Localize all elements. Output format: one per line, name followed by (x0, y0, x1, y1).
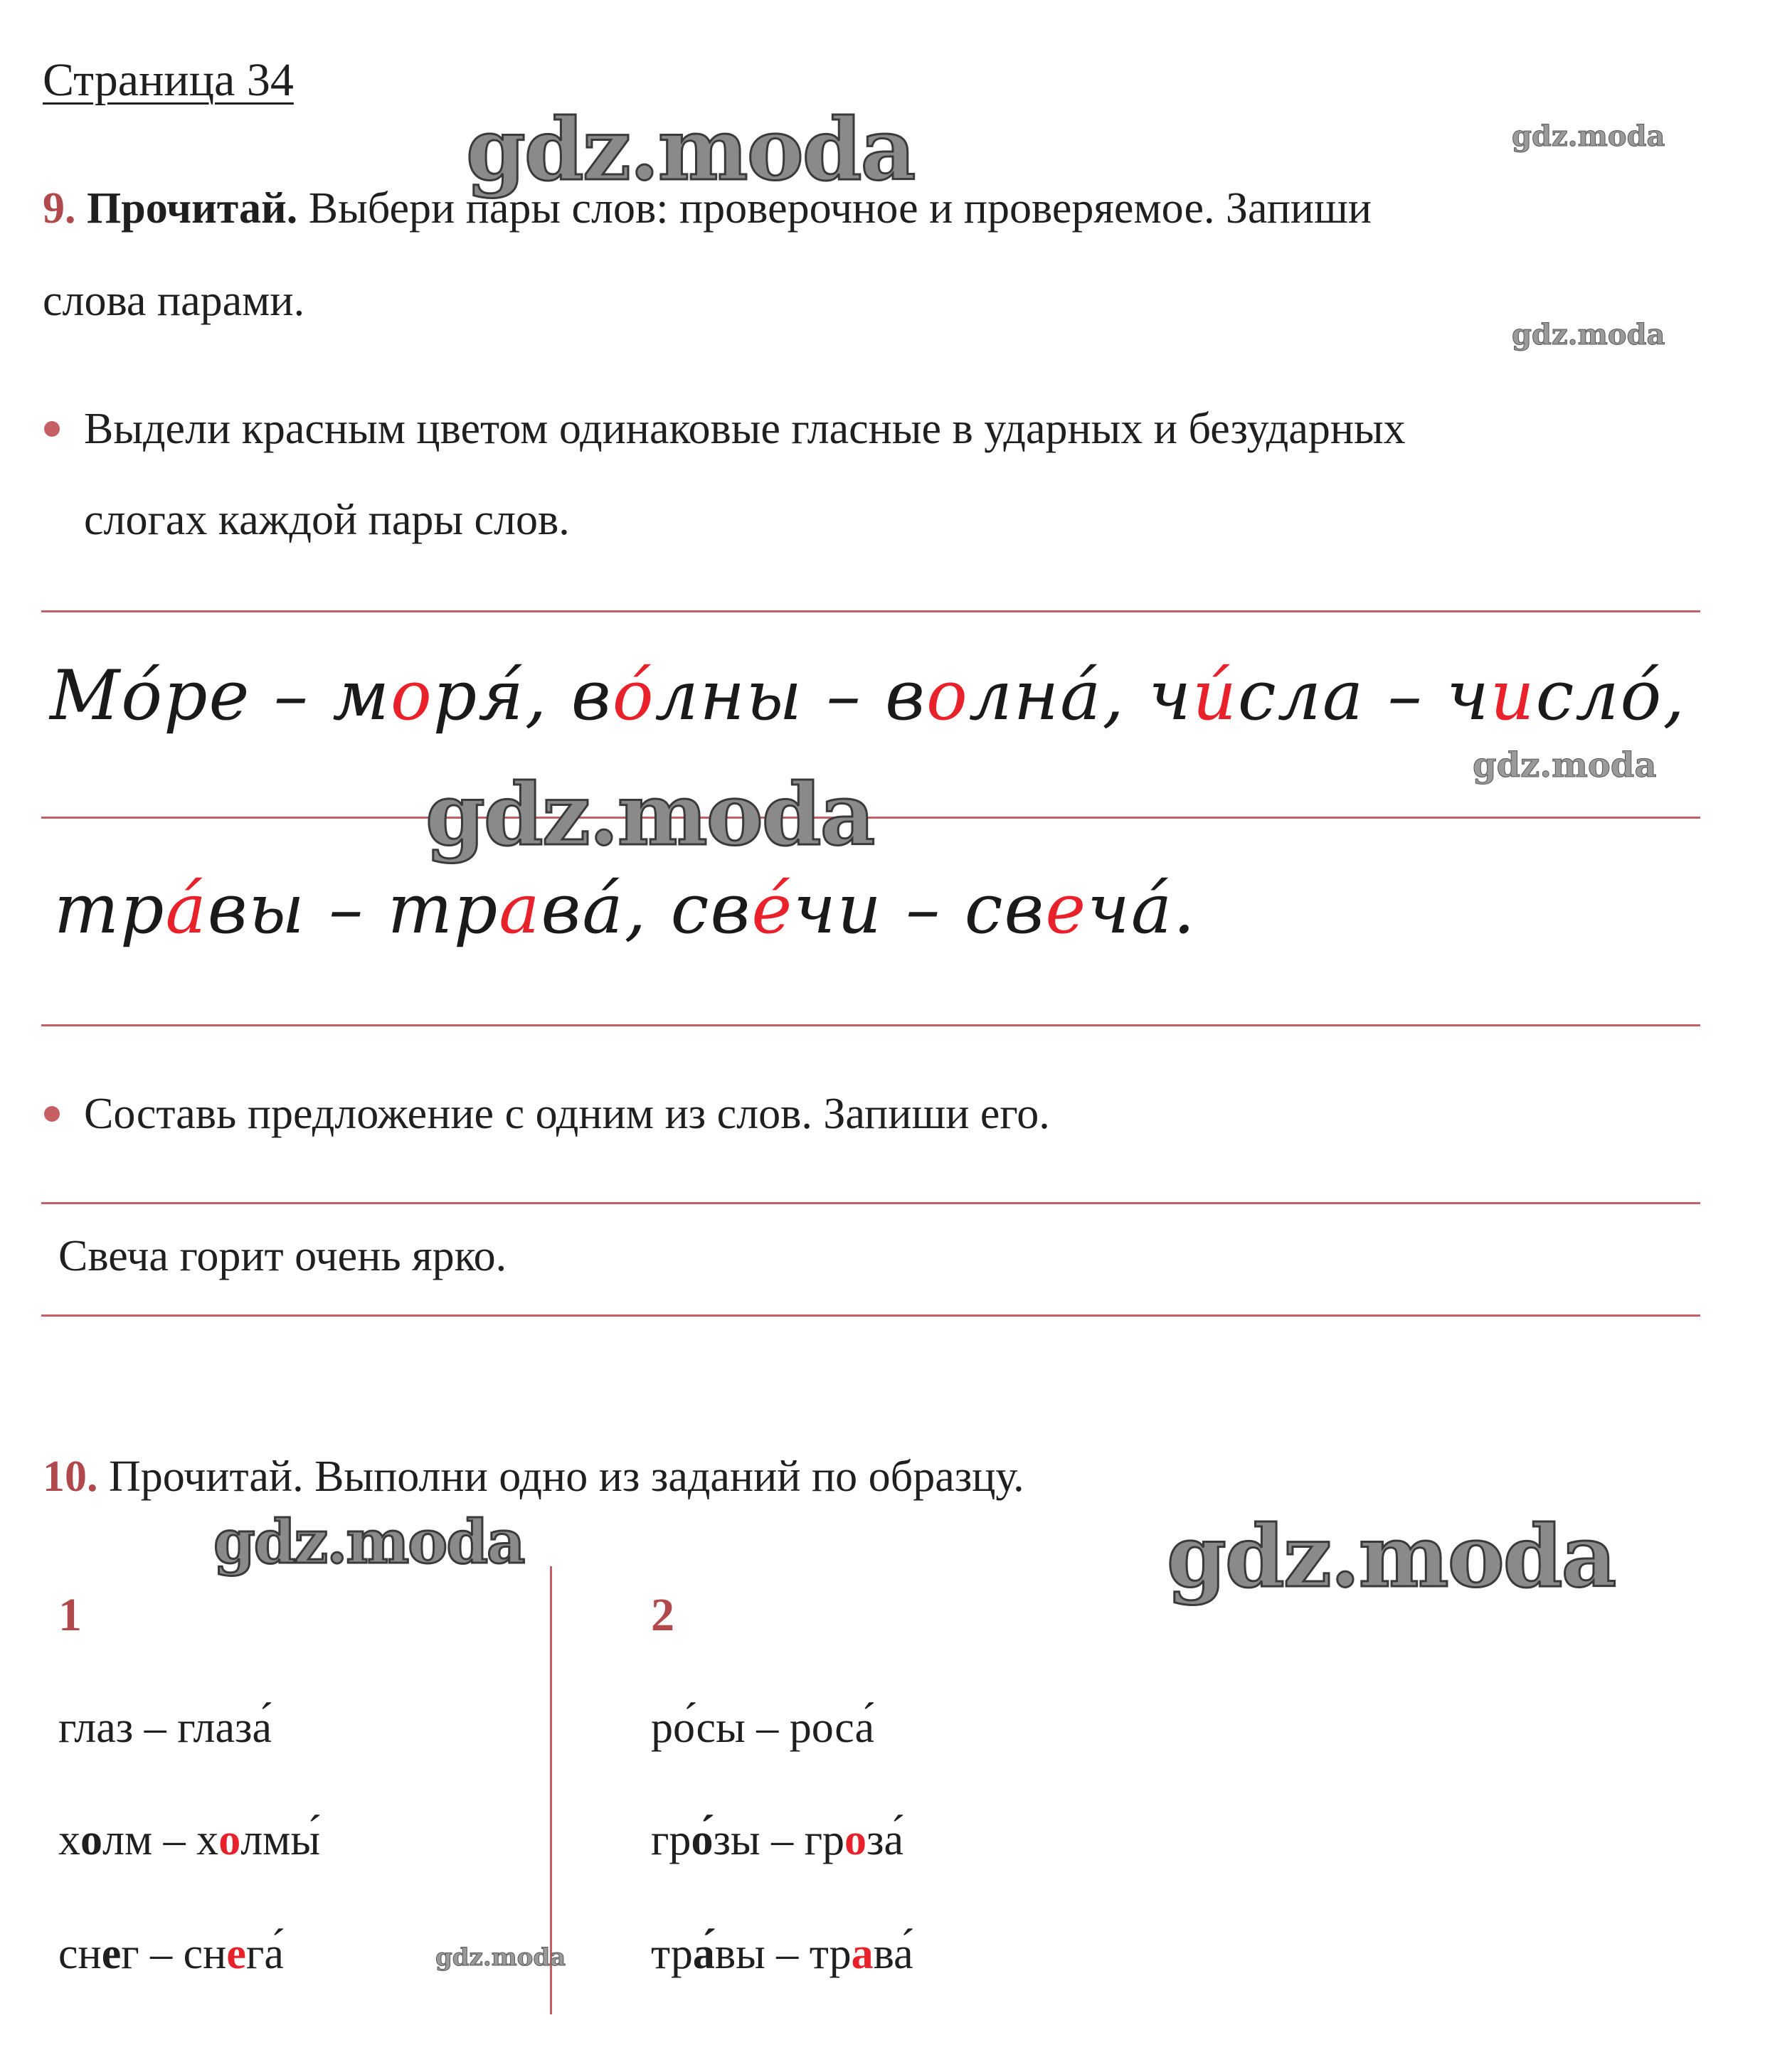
task9-text: Выбери пары слов: проверочное и проверяемое. Запиши (297, 184, 1372, 233)
example-pair (651, 1932, 913, 1976)
text-segment: ре – м (164, 656, 391, 735)
text-segment: о (80, 1816, 102, 1864)
task10-number: 10. (43, 1452, 98, 1501)
example-pair (58, 1932, 284, 1976)
highlighted-vowel: о (844, 1816, 867, 1864)
text-segment: гр (651, 1816, 691, 1864)
watermark-logo: gdz.moda (213, 1507, 524, 1577)
answer-line-1 (50, 656, 1686, 735)
bullet-marker (44, 1106, 60, 1122)
text-segment: е (101, 1930, 122, 1978)
text-segment: вы – тр (714, 1930, 852, 1978)
bullet2-text: Составь предложение с одним из слов. Запиши его. (84, 1090, 1050, 1138)
text-segment: лна́, ч (968, 656, 1193, 735)
task10-text: Прочитай. Выполни одно из заданий по образцу. (97, 1452, 1024, 1501)
text-segment: ря́, в (433, 656, 613, 735)
column1-header: 1 (58, 1589, 82, 1641)
highlighted-vowel: о (218, 1816, 241, 1864)
text-segment: глаз – глаза́ (58, 1704, 272, 1752)
page-title: Страница 34 (43, 54, 294, 106)
answer-line-2 (54, 869, 1197, 949)
text-segment: Мо́ (50, 656, 164, 735)
watermark-small: gdz.moda (1473, 745, 1657, 785)
highlighted-vowel: а́ (165, 869, 208, 949)
text-segment: а́ (692, 1930, 715, 1978)
bullet1-line1: Выдели красным цветом одинаковые гласные в ударных и безударных (84, 405, 1406, 453)
task9-instruction-line2: слова парами. (43, 277, 305, 325)
text-segment: лны – в (654, 656, 926, 735)
text-segment: сла – ч (1237, 656, 1490, 735)
writing-line (41, 1314, 1700, 1317)
writing-line (41, 1202, 1700, 1204)
example-pair (651, 1706, 874, 1750)
text-segment: за́ (866, 1816, 904, 1864)
writing-line (41, 610, 1700, 612)
highlighted-vowel: е́ (751, 869, 794, 949)
highlighted-vowel: о (390, 656, 433, 735)
text-segment: ча́. (1087, 869, 1197, 949)
bullet-marker (44, 421, 60, 437)
text-segment: ва́ (873, 1930, 913, 1978)
task9-bold-verb: Прочитай. (87, 184, 298, 233)
answer-sentence: Свеча горит очень ярко. (58, 1232, 507, 1280)
highlighted-vowel: а (851, 1930, 874, 1978)
highlighted-vowel: о (926, 656, 969, 735)
bullet1-line2: слогах каждой пары слов. (84, 496, 570, 544)
highlighted-vowel: и (1490, 656, 1536, 735)
highlighted-vowel: е (226, 1930, 246, 1978)
watermark-small: gdz.moda (1512, 318, 1665, 351)
writing-line (41, 1024, 1700, 1026)
text-segment: га́ (245, 1930, 284, 1978)
text-segment: чи – св (793, 869, 1046, 949)
text-segment: тр (651, 1930, 693, 1978)
text-segment: лмы́ (240, 1816, 321, 1864)
text-segment: тр (54, 869, 166, 949)
example-pair (58, 1818, 320, 1862)
example-pair (651, 1818, 903, 1862)
text-segment: сн (58, 1930, 102, 1978)
watermark-logo: gdz.moda (425, 765, 874, 865)
example-pair (58, 1706, 272, 1750)
watermark-small: gdz.moda (435, 1943, 566, 1972)
highlighted-vowel: о́ (612, 656, 655, 735)
text-segment: сло́, (1535, 656, 1686, 735)
text-segment: х (58, 1816, 80, 1864)
watermark-logo: gdz.moda (1167, 1507, 1616, 1607)
task10-instruction (43, 1452, 1024, 1501)
text-segment: зы – гр (713, 1816, 845, 1864)
task9-number: 9. (43, 184, 76, 233)
watermark-small: gdz.moda (1512, 119, 1665, 153)
watermark-logo: gdz.moda (466, 100, 915, 200)
column2-header: 2 (651, 1589, 674, 1641)
text-segment: вы – тр (207, 869, 499, 949)
text-segment: лм – х (102, 1816, 219, 1864)
text-segment: г – сн (121, 1930, 227, 1978)
text-segment: ва́, св (541, 869, 752, 949)
highlighted-vowel: а (499, 869, 541, 949)
highlighted-vowel: и́ (1192, 656, 1238, 735)
highlighted-vowel: е (1045, 869, 1088, 949)
text-segment: о́ (691, 1816, 714, 1864)
text-segment: ро́сы – роса́ (651, 1704, 875, 1752)
